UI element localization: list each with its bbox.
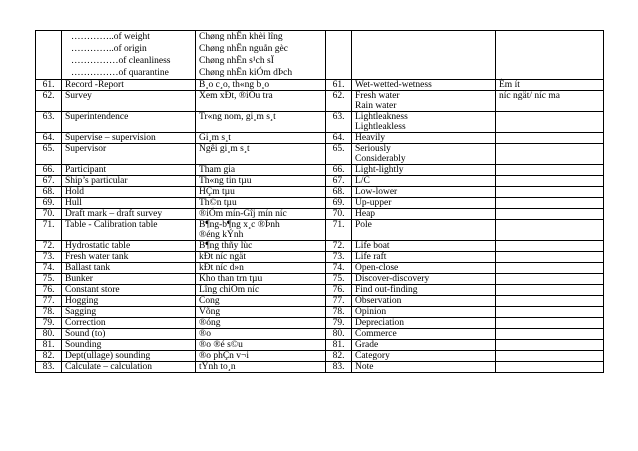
- row-number-right: 64.: [326, 133, 352, 144]
- meaning-right-cell: [496, 285, 604, 296]
- term-right-cell: [352, 80, 496, 91]
- cell-line: Lightleakless: [355, 122, 406, 132]
- term-right-cell: [352, 176, 496, 187]
- cell-line: B¶ng-b¶ng x¸c ®Þnh: [199, 220, 280, 230]
- row-number: 80.: [36, 329, 62, 340]
- meaning-cell: [196, 91, 326, 112]
- meaning-right-cell: [496, 318, 604, 329]
- term-right-cell: [352, 165, 496, 176]
- cell-line: Draft mark – draft survey: [65, 209, 163, 219]
- meaning-cell: [196, 241, 326, 252]
- cell-line: Wet-wetted-wetness: [355, 80, 432, 90]
- meaning-cell: [196, 318, 326, 329]
- row-number: 79.: [36, 318, 62, 329]
- term-cell: [62, 362, 196, 373]
- meaning-right-cell: [496, 144, 604, 165]
- row-number: 83.: [36, 362, 62, 373]
- cell-line: Võng: [199, 307, 221, 317]
- meaning-cell: [196, 307, 326, 318]
- term-right-cell: [352, 91, 496, 112]
- term-cell: [62, 252, 196, 263]
- term-right-cell: [352, 241, 496, 252]
- row-number-right: 82.: [326, 351, 352, 362]
- cell-line: Hydrostatic table: [65, 241, 131, 251]
- meaning-right-cell: [496, 241, 604, 252]
- row-number: 63.: [36, 112, 62, 133]
- table-row: [36, 112, 604, 133]
- cell-line: HÇm tµu: [199, 187, 235, 197]
- meaning-cell: [196, 198, 326, 209]
- table-row: [36, 198, 604, 209]
- table-row: [36, 296, 604, 307]
- row-number: 66.: [36, 165, 62, 176]
- term-right-cell: [352, 351, 496, 362]
- cell-line: Th©n tµu: [199, 198, 237, 208]
- term-right-cell: [352, 285, 496, 296]
- cell-line: ®o ®é s©u: [199, 340, 243, 350]
- row-number-right: 79.: [326, 318, 352, 329]
- table-row: [36, 80, 604, 91]
- cell-line: Fresh water tank: [65, 252, 129, 262]
- cell-line: B¶ng thñy lùc: [199, 241, 253, 251]
- term-cell: [62, 263, 196, 274]
- cell-line: Supervisor: [65, 144, 107, 154]
- meaning-right-cell: [496, 263, 604, 274]
- cell-line: ®óng: [199, 318, 221, 328]
- row-number-right: 77.: [326, 296, 352, 307]
- table-row: [36, 165, 604, 176]
- cell-line: Record -Report: [65, 80, 124, 90]
- term-right-cell: [352, 340, 496, 351]
- row-number-right: 61.: [326, 80, 352, 91]
- term-right-cell: [352, 112, 496, 133]
- cell-line: kÐt níc ngät: [199, 252, 246, 262]
- header-empty-cell: [352, 31, 496, 80]
- cell-line: Gi¸m s¸t: [199, 133, 231, 143]
- meaning-right-cell: [496, 176, 604, 187]
- row-number: 72.: [36, 241, 62, 252]
- term-cell: [62, 351, 196, 362]
- table-row: [36, 340, 604, 351]
- row-number-right: 73.: [326, 252, 352, 263]
- row-number: 81.: [36, 340, 62, 351]
- term-cell: [62, 220, 196, 241]
- cell-line: Rain water: [355, 101, 397, 111]
- header-meaning: Chøng nhËn s¹ch sÏ: [199, 56, 274, 66]
- meaning-right-cell: [496, 307, 604, 318]
- header-term: …………..of weight: [71, 32, 150, 42]
- meaning-cell: [196, 209, 326, 220]
- meaning-cell: [196, 165, 326, 176]
- cell-line: níc ngät/ níc ma: [499, 91, 560, 101]
- meaning-right-cell: [496, 198, 604, 209]
- meaning-cell: [196, 220, 326, 241]
- meaning-right-cell: [496, 274, 604, 285]
- cell-line: Correction: [65, 318, 106, 328]
- cell-line: Bunker: [65, 274, 93, 284]
- term-right-cell: [352, 307, 496, 318]
- cell-line: Note: [355, 362, 374, 372]
- row-number: 64.: [36, 133, 62, 144]
- term-cell: [62, 209, 196, 220]
- cell-line: Depreciation: [355, 318, 405, 328]
- cell-line: B¸o c¸o, th«ng b¸o: [199, 80, 270, 90]
- term-cell: [62, 285, 196, 296]
- row-number: 61.: [36, 80, 62, 91]
- table-row: [36, 144, 604, 165]
- cell-line: Tr«ng nom, gi¸m s¸t: [199, 112, 276, 122]
- row-number: 76.: [36, 285, 62, 296]
- term-cell: [62, 176, 196, 187]
- term-cell: [62, 198, 196, 209]
- term-right-cell: [352, 220, 496, 241]
- cell-line: Dept(ullage) sounding: [65, 351, 151, 361]
- cell-line: Lightleakness: [355, 112, 408, 122]
- term-right-cell: [352, 252, 496, 263]
- cell-line: Lîng chiÕm níc: [199, 285, 260, 295]
- term-cell: [62, 187, 196, 198]
- meaning-cell: [196, 80, 326, 91]
- term-cell: [62, 144, 196, 165]
- cell-line: Discover-discovery: [355, 274, 430, 284]
- row-number: 71.: [36, 220, 62, 241]
- header-meaning: Chøng nhËn kiÓm dÞch: [199, 68, 293, 78]
- meaning-right-cell: [496, 91, 604, 112]
- term-cell: [62, 80, 196, 91]
- cell-line: Category: [355, 351, 390, 361]
- table-row: [36, 187, 604, 198]
- meaning-cell: [196, 340, 326, 351]
- term-right-cell: [352, 274, 496, 285]
- header-empty-cell: [326, 31, 352, 80]
- meaning-right-cell: [496, 209, 604, 220]
- cell-line: Supervise – supervision: [65, 133, 156, 143]
- cell-line: tÝnh to¸n: [199, 362, 236, 372]
- term-right-cell: [352, 144, 496, 165]
- row-number-right: 74.: [326, 263, 352, 274]
- cell-line: Superintendence: [65, 112, 129, 122]
- term-right-cell: [352, 296, 496, 307]
- row-number-right: 81.: [326, 340, 352, 351]
- header-row: [36, 31, 604, 80]
- meaning-cell: [196, 263, 326, 274]
- table-row: [36, 176, 604, 187]
- meaning-right-cell: [496, 80, 604, 91]
- meaning-cell: [196, 144, 326, 165]
- cell-line: ®o: [199, 329, 211, 339]
- term-right-cell: [352, 209, 496, 220]
- table-row: [36, 220, 604, 241]
- meaning-right-cell: [496, 362, 604, 373]
- cell-line: Èm ít: [499, 80, 520, 90]
- header-terms-cell: [62, 31, 196, 80]
- table-row: [36, 91, 604, 112]
- cell-line: L/C: [355, 176, 370, 186]
- meaning-cell: [196, 187, 326, 198]
- table-row: [36, 351, 604, 362]
- row-number: 62.: [36, 91, 62, 112]
- cell-line: ®iÓm mín-Gîj mín níc: [199, 209, 287, 219]
- meaning-right-cell: [496, 112, 604, 133]
- cell-line: Up-upper: [355, 198, 392, 208]
- meaning-cell: [196, 285, 326, 296]
- meaning-cell: [196, 329, 326, 340]
- row-number-right: 78.: [326, 307, 352, 318]
- table-row: [36, 362, 604, 373]
- cell-line: Observation: [355, 296, 402, 306]
- cell-line: Tham gia: [199, 165, 236, 175]
- row-number: 70.: [36, 209, 62, 220]
- row-number-right: 80.: [326, 329, 352, 340]
- header-term: ……………of quarantine: [71, 68, 169, 78]
- term-cell: [62, 133, 196, 144]
- term-right-cell: [352, 329, 496, 340]
- row-number-right: 62.: [326, 91, 352, 112]
- header-meaning: Chøng nhËn nguån gèc: [199, 44, 288, 54]
- row-number: 68.: [36, 187, 62, 198]
- term-right-cell: [352, 187, 496, 198]
- term-right-cell: [352, 362, 496, 373]
- meaning-right-cell: [496, 351, 604, 362]
- meaning-cell: [196, 133, 326, 144]
- table-row: [36, 285, 604, 296]
- row-number-right: 70.: [326, 209, 352, 220]
- meaning-cell: [196, 112, 326, 133]
- header-meanings-cell: [196, 31, 326, 80]
- term-cell: [62, 329, 196, 340]
- meaning-cell: [196, 351, 326, 362]
- row-number-right: 66.: [326, 165, 352, 176]
- meaning-cell: [196, 176, 326, 187]
- term-right-cell: [352, 133, 496, 144]
- term-cell: [62, 165, 196, 176]
- row-number-right: 75.: [326, 274, 352, 285]
- row-number: 69.: [36, 198, 62, 209]
- row-number: 75.: [36, 274, 62, 285]
- cell-line: Table - Calibration table: [65, 220, 158, 230]
- meaning-right-cell: [496, 220, 604, 241]
- table-row: [36, 274, 604, 285]
- vocabulary-table: [35, 30, 604, 373]
- row-number-right: 65.: [326, 144, 352, 165]
- cell-line: Considerably: [355, 154, 406, 164]
- term-cell: [62, 318, 196, 329]
- header-term: ……………of cleanliness: [71, 56, 171, 66]
- cell-line: Fresh water: [355, 91, 400, 101]
- meaning-right-cell: [496, 296, 604, 307]
- header-term: …………..of origin: [71, 44, 147, 54]
- row-number: 65.: [36, 144, 62, 165]
- cell-line: Hull: [65, 198, 82, 208]
- cell-line: Calculate – calculation: [65, 362, 153, 372]
- term-cell: [62, 274, 196, 285]
- term-cell: [62, 241, 196, 252]
- row-number-right: 67.: [326, 176, 352, 187]
- term-right-cell: [352, 318, 496, 329]
- cell-line: Heap: [355, 209, 376, 219]
- cell-line: Open-close: [355, 263, 399, 273]
- cell-line: ®éng kÝnh: [199, 230, 244, 240]
- term-cell: [62, 91, 196, 112]
- term-cell: [62, 340, 196, 351]
- table-row: [36, 318, 604, 329]
- meaning-cell: [196, 274, 326, 285]
- row-number: 74.: [36, 263, 62, 274]
- cell-line: Participant: [65, 165, 107, 175]
- meaning-cell: [196, 296, 326, 307]
- header-num-cell: [36, 31, 62, 80]
- table-row: [36, 252, 604, 263]
- meaning-right-cell: [496, 187, 604, 198]
- cell-line: Commerce: [355, 329, 397, 339]
- row-number: 67.: [36, 176, 62, 187]
- row-number-right: 76.: [326, 285, 352, 296]
- table-row: [36, 329, 604, 340]
- cell-line: Ngêi gi¸m s¸t: [199, 144, 250, 154]
- row-number: 82.: [36, 351, 62, 362]
- row-number: 78.: [36, 307, 62, 318]
- cell-line: Sound (to): [65, 329, 106, 339]
- cell-line: Ballast tank: [65, 263, 111, 273]
- row-number: 73.: [36, 252, 62, 263]
- row-number-right: 68.: [326, 187, 352, 198]
- meaning-right-cell: [496, 165, 604, 176]
- row-number-right: 63.: [326, 112, 352, 133]
- meaning-cell: [196, 252, 326, 263]
- cell-line: Kho than trn tµu: [199, 274, 263, 284]
- cell-line: Th«ng tin tµu: [199, 176, 252, 186]
- meaning-right-cell: [496, 252, 604, 263]
- term-right-cell: [352, 198, 496, 209]
- row-number-right: 72.: [326, 241, 352, 252]
- meaning-right-cell: [496, 133, 604, 144]
- cell-line: Opinion: [355, 307, 387, 317]
- meaning-right-cell: [496, 340, 604, 351]
- term-cell: [62, 307, 196, 318]
- header-empty-cell: [496, 31, 604, 80]
- cell-line: Life boat: [355, 241, 390, 251]
- cell-line: Life raft: [355, 252, 387, 262]
- table-row: [36, 307, 604, 318]
- row-number-right: 71.: [326, 220, 352, 241]
- cell-line: Hogging: [65, 296, 99, 306]
- cell-line: Pole: [355, 220, 372, 230]
- meaning-right-cell: [496, 329, 604, 340]
- cell-line: Low-lower: [355, 187, 398, 197]
- table-row: [36, 209, 604, 220]
- cell-line: Xem xÐt, ®iÒu tra: [199, 91, 273, 101]
- table-row: [36, 263, 604, 274]
- cell-line: ®o phÇn v¬i: [199, 351, 250, 361]
- cell-line: Find out-finding: [355, 285, 418, 295]
- cell-line: Ship’s particular: [65, 176, 128, 186]
- cell-line: Light-lightly: [355, 165, 404, 175]
- row-number-right: 83.: [326, 362, 352, 373]
- cell-line: Sagging: [65, 307, 97, 317]
- row-number: 77.: [36, 296, 62, 307]
- term-right-cell: [352, 263, 496, 274]
- meaning-cell: [196, 362, 326, 373]
- term-cell: [62, 296, 196, 307]
- table-row: [36, 133, 604, 144]
- cell-line: Seriously: [355, 144, 391, 154]
- cell-line: Sounding: [65, 340, 102, 350]
- term-cell: [62, 112, 196, 133]
- cell-line: Grade: [355, 340, 379, 350]
- cell-line: Heavily: [355, 133, 386, 143]
- header-meaning: Chøng nhËn khèi lîng: [199, 32, 283, 42]
- row-number-right: 69.: [326, 198, 352, 209]
- cell-line: Hold: [65, 187, 84, 197]
- cell-line: kÐt níc d»n: [199, 263, 244, 273]
- cell-line: Constant store: [65, 285, 120, 295]
- table-row: [36, 241, 604, 252]
- cell-line: Survey: [65, 91, 92, 101]
- cell-line: Cong: [199, 296, 220, 306]
